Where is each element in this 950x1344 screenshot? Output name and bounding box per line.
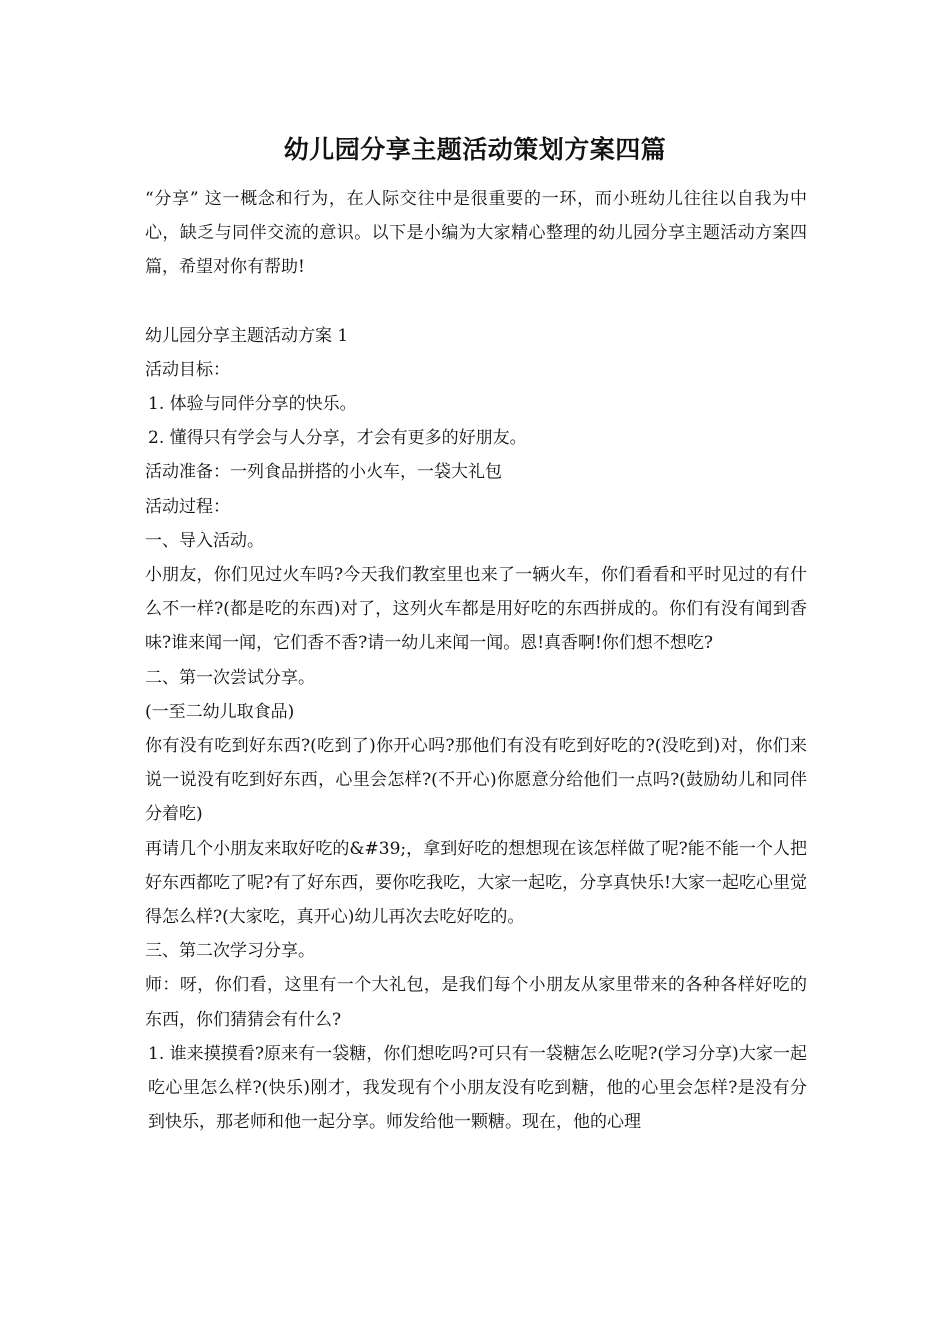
section-heading: 幼儿园分享主题活动方案 1	[145, 325, 349, 346]
goal-label: 活动目标：	[145, 359, 230, 380]
step-3-paragraph: 师：呀，你们看，这里有一个大礼包，是我们每个小朋友从家里带来的各种各样好吃的东西，你们猜猜会有什么?	[145, 975, 807, 1030]
intro-paragraph: “分享” 这一概念和行为，在人际交往中是很重要的一环，而小班幼儿往往以自我为中心，缺乏与同伴交流的意识。以下是小编为大家精心整理的幼儿园分享主题活动方案四篇，希望对你有帮助!	[145, 189, 807, 278]
paragraph-spacer	[145, 285, 807, 319]
goal-item-2: 2. 懂得只有学会与人分享，才会有更多的好朋友。	[148, 428, 527, 449]
preparation-line: 活动准备：一列食品拼搭的小火车，一袋大礼包	[145, 462, 502, 483]
step-3-item-1: 1. 谁来摸摸看?原来有一袋糖，你们想吃吗?可只有一袋糖怎么吃呢?(学习分享)大家一起吃心里怎么样?(快乐)刚才，我发现有个小朋友没有吃到糖，他的心里会怎样?是没有分到快乐，那老师和他一起分享。师发给他一颗糖。现在，他的心理	[148, 1043, 807, 1133]
step-2-paragraph-1: 你有没有吃到好东西?(吃到了)你开心吗?那他们有没有吃到好吃的?(没吃到)对，你们来说一说没有吃到好东西，心里会怎样?(不开心)你愿意分给他们一点吗?(鼓励幼儿和同伴分着吃)	[145, 736, 807, 825]
step-2-heading: 二、第一次尝试分享。	[145, 667, 315, 688]
step-1-paragraph: 小朋友，你们见过火车吗?今天我们教室里也来了一辆火车，你们看看和平时见过的有什么不一样?(都是吃的东西)对了，这列火车都是用好吃的东西拼成的。你们有没有闻到香味?谁来闻一闻，它们香不香?请一幼儿来闻一闻。恩!真香啊!你们想不想吃?	[145, 565, 807, 654]
step-1-heading: 一、导入活动。	[145, 530, 264, 551]
step-2-note: (一至二幼儿取食品)	[145, 701, 295, 722]
document-body	[145, 182, 807, 1139]
step-2-paragraph-2: 再请几个小朋友来取好吃的&#39;，拿到好吃的想想现在该怎样做了呢?能不能一个人把好东西都吃了呢?有了好东西，要你吃我吃，大家一起吃，分享真快乐!大家一起吃心里觉得怎么样?(大家吃，真开心)幼儿再次去吃好吃的。	[145, 838, 807, 928]
step-3-heading: 三、第二次学习分享。	[145, 941, 315, 962]
goal-item-1: 1. 体验与同伴分享的快乐。	[148, 394, 357, 415]
document-title: 幼儿园分享主题活动策划方案四篇	[283, 135, 667, 164]
process-label: 活动过程：	[145, 496, 230, 517]
